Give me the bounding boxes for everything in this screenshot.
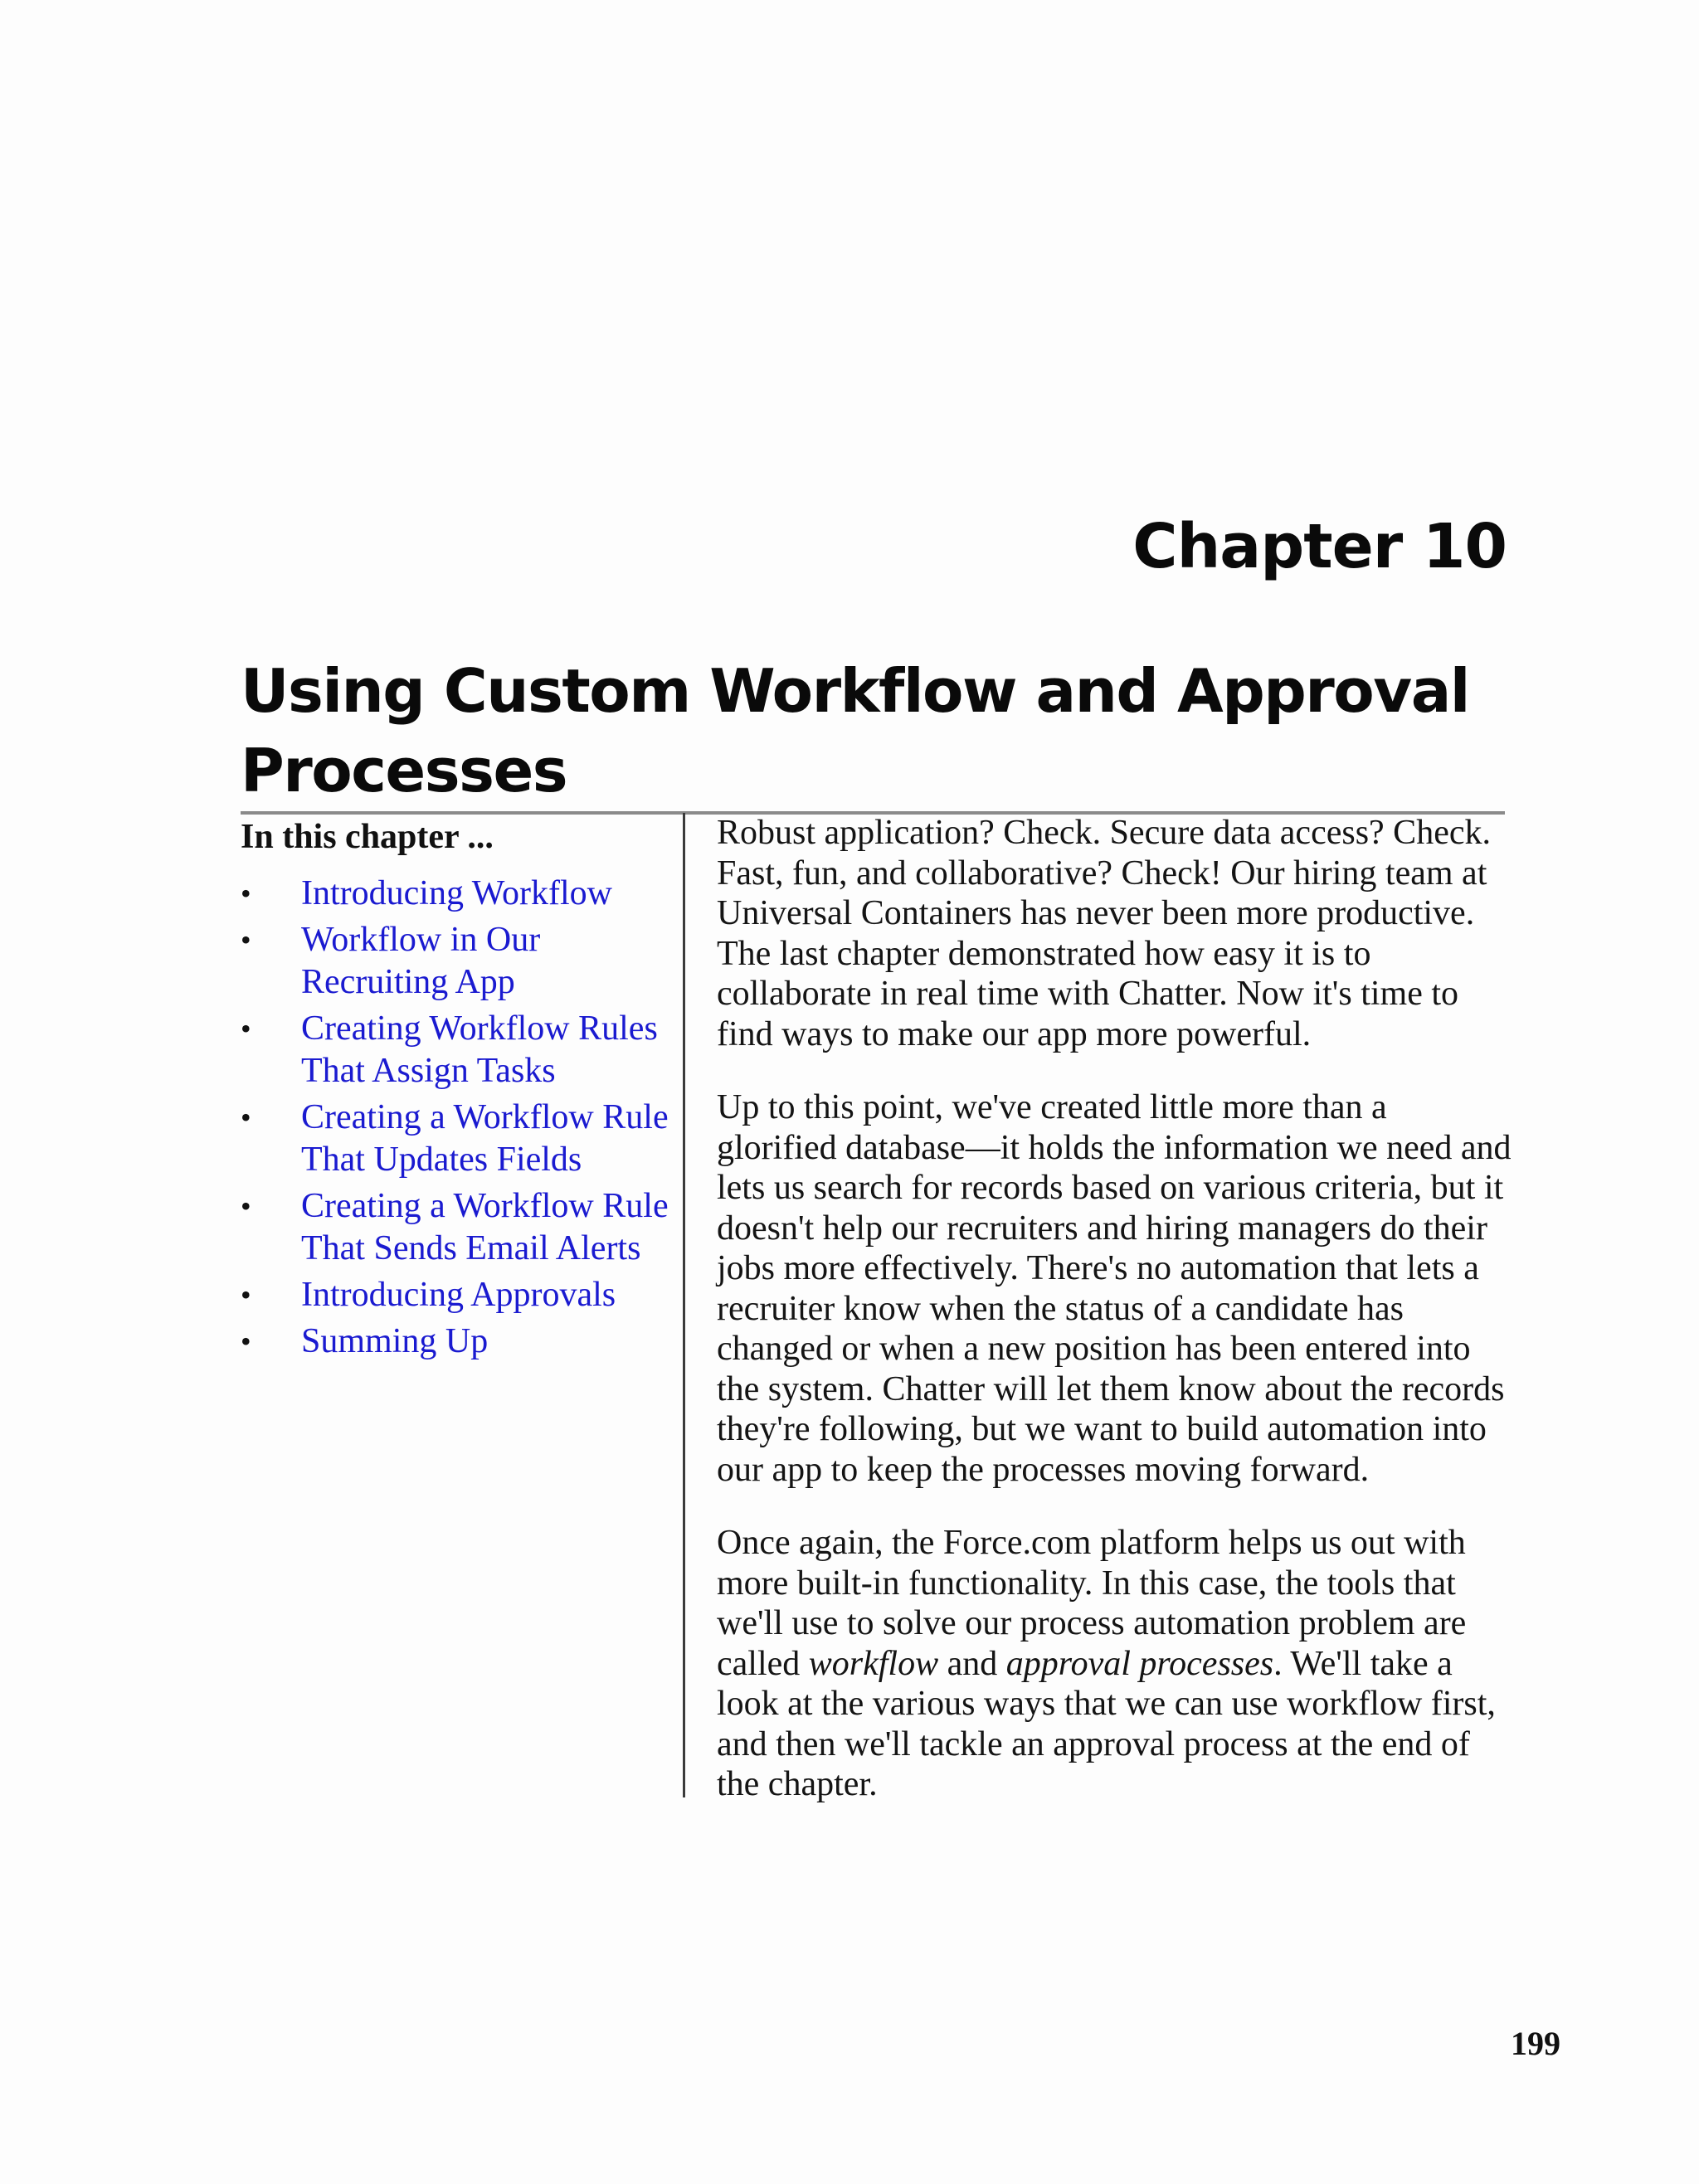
toc-link-workflow-rule-sends-email-alerts[interactable]: Creating a Workflow Rule That Sends Email Alerts bbox=[301, 1187, 669, 1267]
paragraph-text: and bbox=[938, 1644, 1006, 1683]
sidebar-heading: In this chapter ... bbox=[241, 818, 494, 856]
toc-link-workflow-rule-updates-fields[interactable]: Creating a Workflow Rule That Updates Fields bbox=[301, 1098, 669, 1179]
intro-paragraph-3 bbox=[717, 1523, 1513, 1805]
chapter-intro-text bbox=[717, 813, 1513, 1838]
toc-link-introducing-approvals[interactable]: Introducing Approvals bbox=[301, 1276, 616, 1314]
bullet-icon: • bbox=[241, 1325, 251, 1358]
toc-link-workflow-in-our-recruiting-app[interactable]: Workflow in Our Recruiting App bbox=[301, 921, 541, 1001]
bullet-icon: • bbox=[241, 1189, 251, 1223]
list-item bbox=[241, 1274, 672, 1316]
list-item bbox=[241, 1008, 672, 1092]
chapter-contents-sidebar bbox=[241, 816, 672, 1367]
page-number: 199 bbox=[1511, 2025, 1560, 2062]
chapter-contents-list bbox=[241, 873, 672, 1363]
intro-paragraph-2: Up to this point, we've created little more than a glorified database—it holds the information we need and lets us search for records based on various criteria, but it doesn't help our recruiters and hiring managers do their jobs more effectively. There's no automation that lets a recruiter know when the status of a candidate has changed or when a new position has been entered into the system. Chatter will let them know about the records they're following, but we want to build automation into our app to keep the processes moving forward. bbox=[717, 1088, 1512, 1489]
list-item bbox=[241, 873, 672, 915]
toc-link-workflow-rules-assign-tasks[interactable]: Creating Workflow Rules That Assign Tasks bbox=[301, 1009, 658, 1090]
list-item bbox=[241, 919, 672, 1004]
intro-paragraph-1: Robust application? Check. Secure data access? Check. Fast, fun, and collaborative? Check! Our hiring team at Universal Containers has never been more productive. The last chapter demonstrated how easy it is to collaborate in real time with Chatter. Now it's time to find ways to make our app more powerful. bbox=[717, 814, 1491, 1053]
chapter-title: Using Custom Workflow and Approval Processes bbox=[241, 656, 1469, 805]
bullet-icon: • bbox=[241, 877, 251, 910]
paragraph-text: . We'll take a look at the various ways that we can use workflow first, and then we'll tackle an approval process at the end of the chapter. bbox=[717, 1644, 1496, 1803]
list-item bbox=[241, 1321, 672, 1363]
column-divider bbox=[683, 813, 685, 1797]
term-approval-processes: approval processes bbox=[1005, 1644, 1274, 1683]
toc-link-summing-up[interactable]: Summing Up bbox=[301, 1322, 489, 1360]
paragraph-text: Once again, the Force.com platform helps us out with more built-in functionality. In this case, the tools that we'll use to solve our process automation problem are called bbox=[717, 1524, 1467, 1683]
bullet-icon: • bbox=[241, 1101, 251, 1134]
list-item bbox=[241, 1097, 672, 1181]
term-workflow: workflow bbox=[808, 1644, 939, 1683]
bullet-icon: • bbox=[241, 923, 251, 956]
toc-link-introducing-workflow[interactable]: Introducing Workflow bbox=[301, 874, 612, 912]
bullet-icon: • bbox=[241, 1278, 251, 1311]
bullet-icon: • bbox=[241, 1012, 251, 1045]
chapter-number: Chapter 10 bbox=[1132, 511, 1507, 582]
list-item bbox=[241, 1185, 672, 1270]
